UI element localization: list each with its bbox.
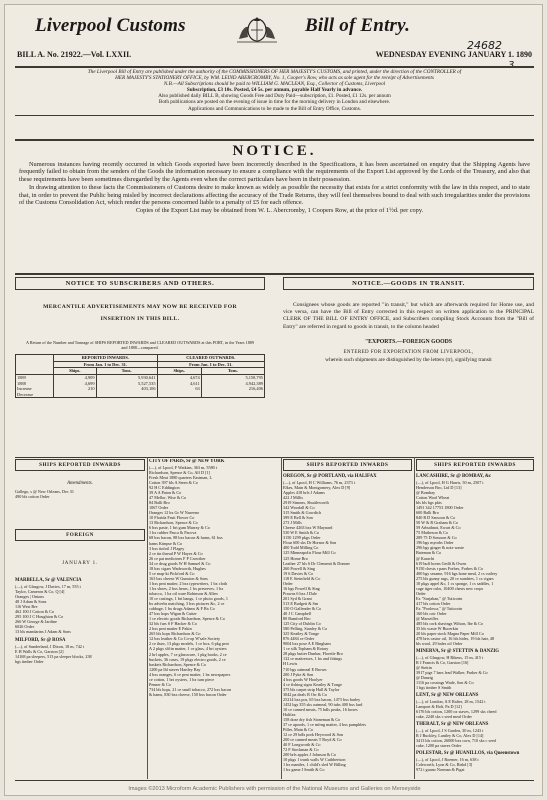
entry-line: Piller, Main & Co	[283, 727, 314, 733]
entry-line: (—), of Lpool, H C Williams, 76 m, 2373 t	[283, 479, 355, 485]
entry-line: bls wool, 29 bales oil Order	[416, 641, 463, 647]
entry-line: 273 J Mills	[283, 520, 302, 526]
cell	[157, 392, 201, 398]
entry-line: 289 75 D Sassoon & Co	[416, 535, 457, 541]
transit-body: Consignees whose goods are reported "in transit," but which are afterwards required for Home use, and vice versa, can have the Bill of Entry corrected in this respect on written application to the PRINCIPAL CLERK OF THE BILL OF ENTRY OFFICE, and Subscribers compiling Stock Accounts from the "Bill of Entry" are referred in regard to goods in transit, to the column headed	[283, 302, 534, 330]
cell: 4,674	[157, 374, 201, 380]
masthead-left-title: Liverpool Customs	[35, 15, 186, 36]
entry-line: cake, 1200 pa staves Order	[416, 743, 462, 749]
entry-line: 3917 pigs 7 bars lead Walker, Parker & Co	[416, 670, 488, 676]
entry-line: (—), of Sunderland, J Dixon, 18 m, 742 t	[15, 644, 85, 650]
ship-entry-body	[15, 644, 145, 664]
entry-line: 266 W George & Jardine	[15, 619, 57, 625]
ship-entry-body	[15, 584, 145, 634]
entry-line: 619 buff horns Gedli & Owen	[416, 560, 467, 566]
amendments-label: Amendments.	[67, 481, 93, 486]
entry-line: 462 100 J Cotton & Co	[15, 609, 54, 615]
masthead	[5, 13, 543, 52]
entry-line: baskets Richardson, Spence & Co	[149, 661, 206, 667]
entry-line: 3150 1299 pkgs Order	[283, 535, 321, 541]
divider	[15, 66, 534, 68]
entry-line: 163 bxs cheese W Gunston & Sons	[149, 575, 208, 581]
entry-line: 12 bxs leather & Co Co-op W'sale Society	[149, 636, 221, 642]
entry-line: Oranges 12 bx Gr W Naseeno	[149, 510, 200, 516]
entry-line: & hams, 830 bxs cheese, 150 bxs bacon Order	[149, 691, 227, 697]
row-year: Increase	[16, 386, 54, 392]
exports-tail: wherein such shipments are distinguished by the letters (tr), signifying transit	[325, 356, 492, 363]
cell: 5,158,795	[201, 374, 264, 380]
entry-line: 876 4484 ce Order	[283, 636, 315, 642]
tons-header: Tons.	[96, 368, 157, 375]
entry-line: @ Marseilles	[416, 616, 439, 622]
entry-line: 125 City of Dublin Co	[283, 621, 321, 627]
ship-entry-title: MILFORD, Sr @ ROSA	[15, 638, 66, 644]
entry-line: 150 O Gallender & Co	[283, 605, 322, 611]
ships-header: Ships.	[157, 368, 201, 375]
entry-line: 1 bgs timber S Smith	[416, 685, 452, 691]
entry-line: buckets, 36 cases, 19 pkgs electro goods, 2 ce	[149, 656, 226, 662]
period-header: From Jan. 1 to Dec. 31.	[54, 361, 158, 368]
entry-line: @ Danzig	[416, 675, 433, 681]
entry-line: 2 brl apples, 7 ce glassware, 1 pkg books, 2 ce	[149, 651, 227, 657]
entry-line: 125 Minneapolis Flour Mill Co	[283, 550, 336, 556]
entry-line: Ex "Surjahan," @ Tuticorin	[416, 595, 463, 601]
ship-entry-body	[283, 480, 412, 773]
entry-line: 118 E Steinfield & Co	[283, 575, 321, 581]
entry-line: 13 Richardson, Spence & Co	[149, 520, 198, 526]
entry-line: 5 ce map-kt Pickford & Co	[149, 570, 195, 576]
entry-line: 1200 pa lbl staves Hartley Bay	[149, 666, 201, 672]
entry-line: @ Stettin	[416, 665, 432, 671]
entry-line: 1067 Order	[149, 505, 169, 511]
entry-line: bgs timber Order	[15, 659, 44, 665]
amendment-line: 490 bls cotton Order	[15, 494, 50, 500]
returns-table	[15, 354, 265, 398]
entry-line: E H Walls & Co, Garston [2]	[15, 649, 64, 655]
entry-line: 400 bgs sesame, 916 bgs bone meal, 2 cs cutlery	[416, 570, 498, 576]
ship-entry-body	[416, 728, 534, 748]
entry-line: Oranges | Onions	[15, 593, 44, 599]
entry-line: 4 ce fishing signs Keatley & Tonge	[283, 681, 342, 687]
entry-line: 1 bxs prnt matter, 2 bxs typewriters, 1 bx cloth	[149, 580, 228, 586]
divider	[15, 780, 534, 781]
entry-line: hams Kimpse & Co	[149, 540, 183, 546]
ships-header: Ships.	[54, 368, 97, 375]
entry-line: 10 ce canned meats, 75 bdls peaks, 16 boxes	[283, 706, 358, 712]
intro-line: Both publications are posted on the evening of issue in time for the morning delivery in London and elsewhere.	[158, 99, 391, 106]
entry-line: 375 bls carpet strip Hall & Taylor	[283, 686, 340, 692]
entry-line: 315 Smith & Gowdich	[283, 510, 322, 516]
entry-line: 28 pkgs butter Dunbar, Floretle Bro	[283, 651, 343, 657]
entry-line: 68 bxs bacon, 88 bxs bacon & hams, 61 bxs	[149, 535, 223, 541]
entry-line: A 2 pkgs sh'tin matter, 1 ce glass, 4 bri oysters	[149, 646, 227, 652]
entry-line: 4 bxs oranges, 6 ce prnt matter, 1 bx newspapers	[149, 671, 231, 677]
advertisements-line: MERCANTILE ADVERTISEMENTS MAY NOW BE RECEIVED FOR	[43, 304, 237, 310]
entry-line: 80 Bamford Bro	[283, 616, 311, 622]
entry-line: 132 ce mattresses, 1 bx and fittings	[283, 656, 342, 662]
entry-line: 75 Matheson & Co	[416, 530, 448, 536]
entry-line: (—), of London, A E Rafter, 28 m, 1542 t	[416, 699, 486, 705]
reported-inwards-header: REPORTED INWARDS.	[54, 355, 158, 362]
entry-line: @ Bombay	[416, 489, 436, 495]
entry-line: 4 bxs goods W Hoolyer	[283, 676, 323, 682]
subscribers-title: NOTICE TO SUBSCRIBERS AND OTHERS.	[15, 277, 265, 290]
entry-line: 3413 bls cotton, 26000 bxs corn, 710 sks c seed	[416, 738, 496, 744]
cell	[201, 392, 264, 398]
entry-line: @ Karachi	[416, 555, 435, 561]
entry-line: Taylor, Cameron & Co, Q [4]	[15, 588, 65, 594]
cleared-outwards-header: CLEARED OUTWARDS.	[157, 355, 264, 362]
entry-line: 34 ce drug goods W H Samuel & Co	[149, 560, 211, 566]
table-row	[16, 392, 265, 398]
intro-line: Subscription, £3 10s. Posted, £4 5s. per annum, payable Half Yearly in advance.	[186, 87, 363, 94]
goods-in-transit-panel	[283, 277, 534, 457]
returns-caption: A Return of the Number and Tonnage of SHIPS REPORTED INWARDS and CLEARED OUTWARDS at this PORT, in the Years 1889 and 1888—compared.	[26, 340, 254, 351]
entry-line: Richardson, Spence & Co, Alf D [1]	[149, 469, 210, 475]
entry-line: 32 bls furs S F Hacker & Co	[149, 621, 197, 627]
entry-line: cage tiger cubs, 10400 chests new crops	[416, 585, 484, 591]
cell: 216,406	[201, 386, 264, 392]
entry-line: 2 ce tin thread P W Hayes & Co	[149, 550, 203, 556]
cell: 4,909	[54, 374, 97, 380]
ship-entry-title: MARBELLA, Sr @ VALENCIA	[15, 578, 82, 584]
entry-line: 1452 bgs 355 sks oatmeal, 90 tubs 400 bxs lard	[283, 701, 363, 707]
entry-line: 3 bxs tinfoil J Flagey	[149, 545, 185, 551]
entry-line: 6 bxs paste, 1 bri gum Murray & Co	[149, 525, 210, 531]
cell: 4,699	[54, 381, 97, 387]
entry-line: 9150 chests r pans Forbes, Forbes & Co	[416, 565, 483, 571]
entry-line: bls bls bgs pkts	[416, 499, 442, 505]
notice-title: NOTICE.	[232, 143, 317, 159]
entry-line: Order	[416, 590, 426, 596]
row-year: 1889	[16, 374, 54, 380]
entry-line: 1 bx shoes, 2 bxs hears, 1 bx preserves, 1 bx	[149, 585, 224, 591]
royal-arms-crest-icon	[231, 13, 283, 45]
entry-line: Flour 600 sks Dr Hornor & Son	[283, 540, 337, 546]
ships-reported-heading: SHIPS REPORTED INWARDS	[416, 459, 534, 471]
foreign-heading: FOREIGN	[15, 529, 145, 541]
entry-line: Cheese 4263 bxs W Maynard	[283, 525, 333, 531]
entry-line: 840 R D Sassoon & Co	[416, 515, 456, 521]
notice-paragraph: Numerous instances having recently occurred in which Goods exported have been incorrectly described in the Specifications, it has been ascertained on enquiry that the Shipping Agents have frequently failed to obtain from the senders of the Goods the information necessary to ensure a compliance with the requirements of the Export List approved by the Lords of the Treasury, and also that these requirements have been sometimes disregarded by the Agents even when the correct particulars have been in their possession.	[19, 161, 530, 183]
divider	[15, 139, 534, 141]
entry-line: (—), of Glasgow, H Rikeus, 15 m, 415 t	[416, 655, 484, 661]
ship-entry-title: THERALT, Sr @ NEW ORLEANS	[416, 722, 489, 728]
entry-line: 1116 pa cossings Wade, Son & Co	[416, 680, 474, 686]
masthead-right-title: Bill of Entry.	[305, 15, 411, 36]
entry-line: 296 bgs ginger & note waste	[416, 545, 465, 551]
entry-line: 485 bls cork shavings Wilson, Ibe & Co	[416, 621, 483, 627]
entry-line: R J Buckley, Lantley & Co, Alex D [14]	[416, 733, 484, 739]
entry-line: 2 bxs prnt matter E Pakin	[149, 626, 192, 632]
entry-line: 200 ce canned meats T Boyd & Co	[283, 737, 342, 743]
entry-line: 116 West Bre	[15, 604, 38, 610]
period-header: From Jan. 1 to Dec. 31.	[157, 361, 264, 368]
entry-line: Prawns 6 bxs J Dale	[283, 590, 317, 596]
entry-line: tobacco, 1 bx oil ware Robinson & Allen	[149, 590, 218, 596]
column-divider	[281, 457, 282, 779]
entry-line: 40 F Longworth & Co	[283, 742, 321, 748]
entry-line: 48 J Adam & Sons	[15, 599, 47, 605]
entry-line: 20 bls paper stock Magna Paper Mill Co	[416, 631, 484, 637]
entry-line: 35 bls waste W Bucerkin	[416, 626, 458, 632]
entry-line: H Lewis	[283, 661, 298, 667]
entry-line: ce cotton, 1 bri oysters, 1 bx turn piece	[149, 676, 215, 682]
entry-line: 10 Florida Fruit Flower Co	[149, 515, 195, 521]
entry-line: 513 E Budgett & Sm	[283, 600, 319, 606]
entry-line: 196 bgs myrobs Order	[416, 540, 454, 546]
entry-line: cabbage, 1 bx drugs Adams & F Bx Co	[149, 606, 215, 612]
ship-entry-body	[416, 757, 534, 772]
entry-line: 260 Powell & Sing	[283, 565, 315, 571]
divider	[15, 115, 534, 116]
entry-line: 478 bris castor oil, 16 bls hides, 19 bls hair, 48	[416, 636, 495, 642]
handwritten-number: 24682	[467, 39, 502, 52]
entry-line: 422 J Millis	[283, 494, 304, 500]
divider	[15, 273, 534, 275]
entry-line: 3042 pa deals R Orr & Co	[283, 691, 327, 697]
ships-column-1	[15, 459, 145, 779]
ship-entry-body	[416, 699, 534, 719]
entry-line: 342 Woodall & Co	[283, 505, 315, 511]
intro-line: Also published daily BILL B, showing Goods Free and Duty Paid—subscription, £1. Posted, £1 12s. per annum	[158, 93, 391, 100]
ship-entry-title: POLESTAR, Sr @ HUANILLOS, via Queenstown	[416, 751, 520, 757]
intro-line: N.B.—All Subscriptions should be paid to WILLIAM G. MACLEAN, Esq., Collector of Customs, Liverpool	[163, 81, 386, 88]
divider	[15, 457, 534, 458]
entry-line: Order	[283, 580, 293, 586]
entry-line: 400 Todd Milling Co	[283, 545, 319, 551]
entry-line: 26 ce pat medicines F P Crowther	[149, 555, 206, 561]
entry-line: 9004 bxs pose A E Bingham	[283, 641, 331, 647]
cell: 210	[54, 386, 97, 392]
bill-number: BILL A. No. 21922.—Vol. LXXII.	[17, 50, 132, 59]
entry-line: 710 bgs oatmeal E Brown	[283, 666, 327, 672]
entry-line: 530 W E Smith & Co	[283, 530, 320, 536]
entry-line: 200 J Pyke & Son	[283, 671, 314, 677]
entry-line: 200 brls apples J Johnson & Co	[283, 752, 337, 758]
entry-line: bx adverbs matching, 3 bxs pictures &c, 2 ce	[149, 601, 225, 607]
entry-line: 25214 bxs pos, 65 bxs bacon, 1473 bxs barley	[283, 696, 361, 702]
entry-line: 40 J C Campbell	[283, 611, 312, 617]
publication-notice	[19, 69, 530, 112]
entry-line: 1 ce silk Topham & Rotary	[283, 646, 329, 652]
entry-line: Cotton 397 bls A Steen & Co	[149, 479, 198, 485]
entry-line: 10 pkgs 1 trunk walls W Cuthbertson	[283, 757, 346, 763]
exports-subheading: ENTERED FOR EXPORTATION FROM LIVERPOOL,	[343, 349, 474, 355]
cell: 403,106	[96, 386, 157, 392]
entry-line: 275 bls gunny rags, 20 ce sundries, 1 cs cigars	[416, 575, 494, 581]
entry-line: 734 bls hops, 21 ce snuff tobacco, 272 bxs bacon	[149, 686, 232, 692]
entry-line: 18 bxs cigars Wadsworth, Hughes	[149, 565, 206, 571]
entry-line: 47 Mellor, Wise & Co	[149, 495, 187, 501]
cell: 4,942,389	[201, 381, 264, 387]
ship-entry-body	[149, 465, 279, 697]
ships-column-4	[416, 459, 534, 779]
entry-line: Penner & Co	[149, 681, 171, 687]
entry-line: (—), of Glasgow, J Davies, 17 m, 555 t	[15, 583, 81, 589]
entry-line: 417 bls cotton Order	[416, 600, 451, 606]
amendment-line: Gallego, s @ New Orleans, Dec 31	[15, 489, 74, 494]
ship-entry-title: LANCASHIRE, Sr @ BOMBAY, &c	[416, 474, 492, 479]
subscribers-panel	[15, 277, 265, 457]
entry-line: 13 bls mandarins J Adam & Sons	[15, 629, 71, 635]
entry-line: Cotton Wool Wheat	[416, 494, 450, 500]
entry-line: 6176 bls cotton, 1200 ox staves, 1299 sks cheed	[416, 709, 497, 715]
cell: 5,930,641	[96, 374, 157, 380]
entry-line: 72 F Stockman & Co	[283, 747, 319, 753]
ships-reported-heading: SHIPS REPORTED INWARDS	[283, 459, 412, 471]
entry-line: 84 Balli Bro	[149, 500, 170, 506]
returns-year-header	[16, 355, 54, 375]
entry-line: 399 E Bell & Son	[283, 515, 313, 521]
entry-line: 37 ce apoods, 1 ce mfrng matter, 4 bxs pamphlets	[283, 722, 366, 728]
entry-line: 1 bx rubber Pasca & Pacova	[149, 530, 197, 536]
entry-line: 158 doze dry fish Stoneman & Co	[283, 717, 341, 722]
intro-line: Applications and Communications to be made to the Bill of Entry Office, Customs.	[187, 105, 362, 112]
cell: 5,527,535	[96, 381, 157, 387]
entry-line: R J Francis & Co, Garston [16]	[416, 660, 469, 666]
entry-line: Coleworth, Lyon & Co, Birkd [3]	[416, 762, 473, 768]
cell: 4,611	[157, 381, 201, 387]
entry-line: Apples 418 brls J Adams	[283, 489, 325, 495]
row-year: 1888	[16, 381, 54, 387]
entry-line: 295 100 J C Houghton & Co	[15, 614, 64, 620]
notice-paragraph: Copies of the Export List may be obtained from W. L. Abercromby, 1 Coopers Row, at the price of 1½d. per copy.	[135, 207, 424, 215]
ships-column-2	[149, 459, 279, 779]
ship-entry-title: OREGON, Sr @ PORTLAND, via HALIFAX	[283, 474, 377, 479]
entry-line: 201 Syd & Grant	[283, 595, 312, 601]
ship-entry-title: CITY OF PARIS, Sr @ NEW YORK	[149, 459, 225, 464]
entry-line: 47 bxs hops Wigan & Cutter	[149, 611, 197, 617]
bill-of-entry-page	[4, 4, 543, 796]
notice-body	[19, 161, 530, 216]
entry-line: Halifax	[283, 711, 296, 717]
entry-line: 1 bx game J Smith & Co	[283, 767, 325, 773]
ship-entry-body	[416, 480, 534, 647]
cell: 63	[157, 386, 201, 392]
entry-line: 1 ce electric goods Richardson, Spence & Co	[149, 616, 225, 622]
ship-entry-title: MINERVA, Sr @ STETTIN & DANZIG	[416, 649, 500, 655]
entry-line: 16 bgs Powell & Sing	[283, 585, 320, 591]
transit-title: NOTICE.—GOODS IN TRANSIT.	[283, 277, 534, 290]
entry-line: 580 Pelling, Stanley & Co	[283, 626, 328, 632]
entry-line: Ex "Poolowa," @ Tuticorin	[416, 605, 463, 611]
cell	[54, 392, 97, 398]
notice-paragraph: In drawing attention to these facts the Commissioners of Customs desire to make known as widely as possible the necessity that exists for a strict conformity with the law in this respect, and to state that, in order to prevent the Public being misled by incorrect declarations affecting the accuracy of the Trade Returns, they will feel themselves bound to deal with such irregularities under the provisions of the Customs Consolidation Act, which render the persons concerned liable to a penalty of £5 for each offence.	[19, 184, 530, 207]
intro-line: HER MAJESTY'S STATIONERY OFFICE, by WM. LEIND ABERCROMBY, No. 1, Cooper's Row, who acts as sole agent for the receipt of Advertisements	[115, 75, 434, 82]
entry-line: 59 Arbuthnot, Ewart & Co	[416, 525, 461, 531]
entry-line: 50 W & R Graham & Co	[416, 520, 458, 526]
bill-number-line	[17, 47, 532, 63]
tons-header: Tons.	[201, 368, 264, 375]
entry-line: Leather 27 bls 6 Dr Clementi & Donner	[283, 560, 350, 566]
ships-reported-heading: SHIPS REPORTED INWARDS	[15, 459, 145, 471]
entry-line: Lamport & Holt, Pa D [12]	[416, 704, 462, 710]
entry-line: 2 ce thaw, 13 pkgs models, 1 ce box, 6 pkg prnt	[149, 641, 229, 647]
entry-line: Elkes, Main & Montgomery, Alex D [9]	[283, 484, 351, 490]
exports-heading: "EXPORTS.—FOREIGN GOODS	[364, 338, 453, 345]
entry-line: 1 bx mantles, 1 child's sled W Billing	[283, 762, 346, 768]
entry-line: (—), of Lpool, J Roemer, 16 m, 638 t	[416, 757, 479, 763]
entry-line: 600 Balli Bro	[416, 510, 439, 516]
entry-line: 19 6 Davies & Co	[283, 570, 314, 576]
entry-line: 14168 pa sleepers, 513 pa sleeper blocks, 238	[15, 654, 92, 660]
date-heading: JANUARY 1.	[62, 561, 98, 567]
entry-line: 160 bls coir Order	[416, 611, 447, 617]
column-divider	[414, 457, 415, 779]
ships-column-3	[283, 459, 412, 779]
entry-line: 39 A A Paton & Co	[149, 490, 182, 496]
intro-line: The Liverpool Bill of Entry are published under the authority of the COMMISSIONERS OF HER MAJESTY'S CUSTOMS, and printed, under the direction of the CONTROLLER of	[87, 69, 462, 75]
cell	[96, 392, 157, 398]
entry-line: (—), of Lpool, F Watkins, 363 m, 5580 t	[149, 464, 217, 470]
entry-line: 6026 Order	[15, 624, 35, 630]
entry-line: 1491 342 17753 1800 Order	[416, 505, 464, 511]
ship-entry-body	[416, 655, 534, 690]
copyright-footer: Images ©2013 Microform Academic Publishers with permission of the National Museums and Galleries on Merseyside	[128, 786, 421, 792]
entry-line: (—), of Lpool, J S Garden, 30 m, 1243 t	[416, 728, 484, 734]
entry-line: Fresh Meat 1880 quarters Eastman, L	[149, 474, 213, 480]
issue-date: WEDNESDAY EVENING JANUARY 1. 1890	[375, 50, 532, 59]
entry-line: (—), of Lpool, H G Harris, 50 m, 2507 t	[416, 479, 484, 485]
entry-line: cake, 2240 sks c seed meal Order	[416, 714, 472, 720]
entry-line: 12 ce 29 bdls pork Heywood & Son	[283, 732, 344, 738]
entry-line: 10 pkgs appel &c, 1 cs sponge, 1 cs saddles, 1	[416, 580, 494, 586]
row-year: Decrease	[16, 392, 54, 398]
entry-line: Bateman & Co	[416, 550, 442, 556]
entry-line: 265 bls hops Richardson & Co	[149, 631, 201, 637]
column-divider	[147, 457, 148, 779]
entry-line: 325 Keatley & Tonge	[283, 631, 320, 637]
entry-line: 10 ce castings, 1 bri hangs, 1 ce photo goods, 1	[149, 596, 228, 602]
entry-line: 2919 Simons, Shuttleworth	[283, 499, 329, 505]
entry-line: Henderson Bro, Ltd D [13]	[416, 484, 462, 490]
insertion-line: INSERTION IN THIS BILL.	[100, 316, 180, 322]
ship-entry-title: LENT, Sr @ NEW ORLEANS	[416, 693, 479, 699]
entry-line: 125 Home Bro	[283, 555, 308, 561]
entry-line: 92 H C Eddington	[149, 484, 180, 490]
entry-line: 972 t guano Norman & Pigat	[416, 767, 465, 773]
